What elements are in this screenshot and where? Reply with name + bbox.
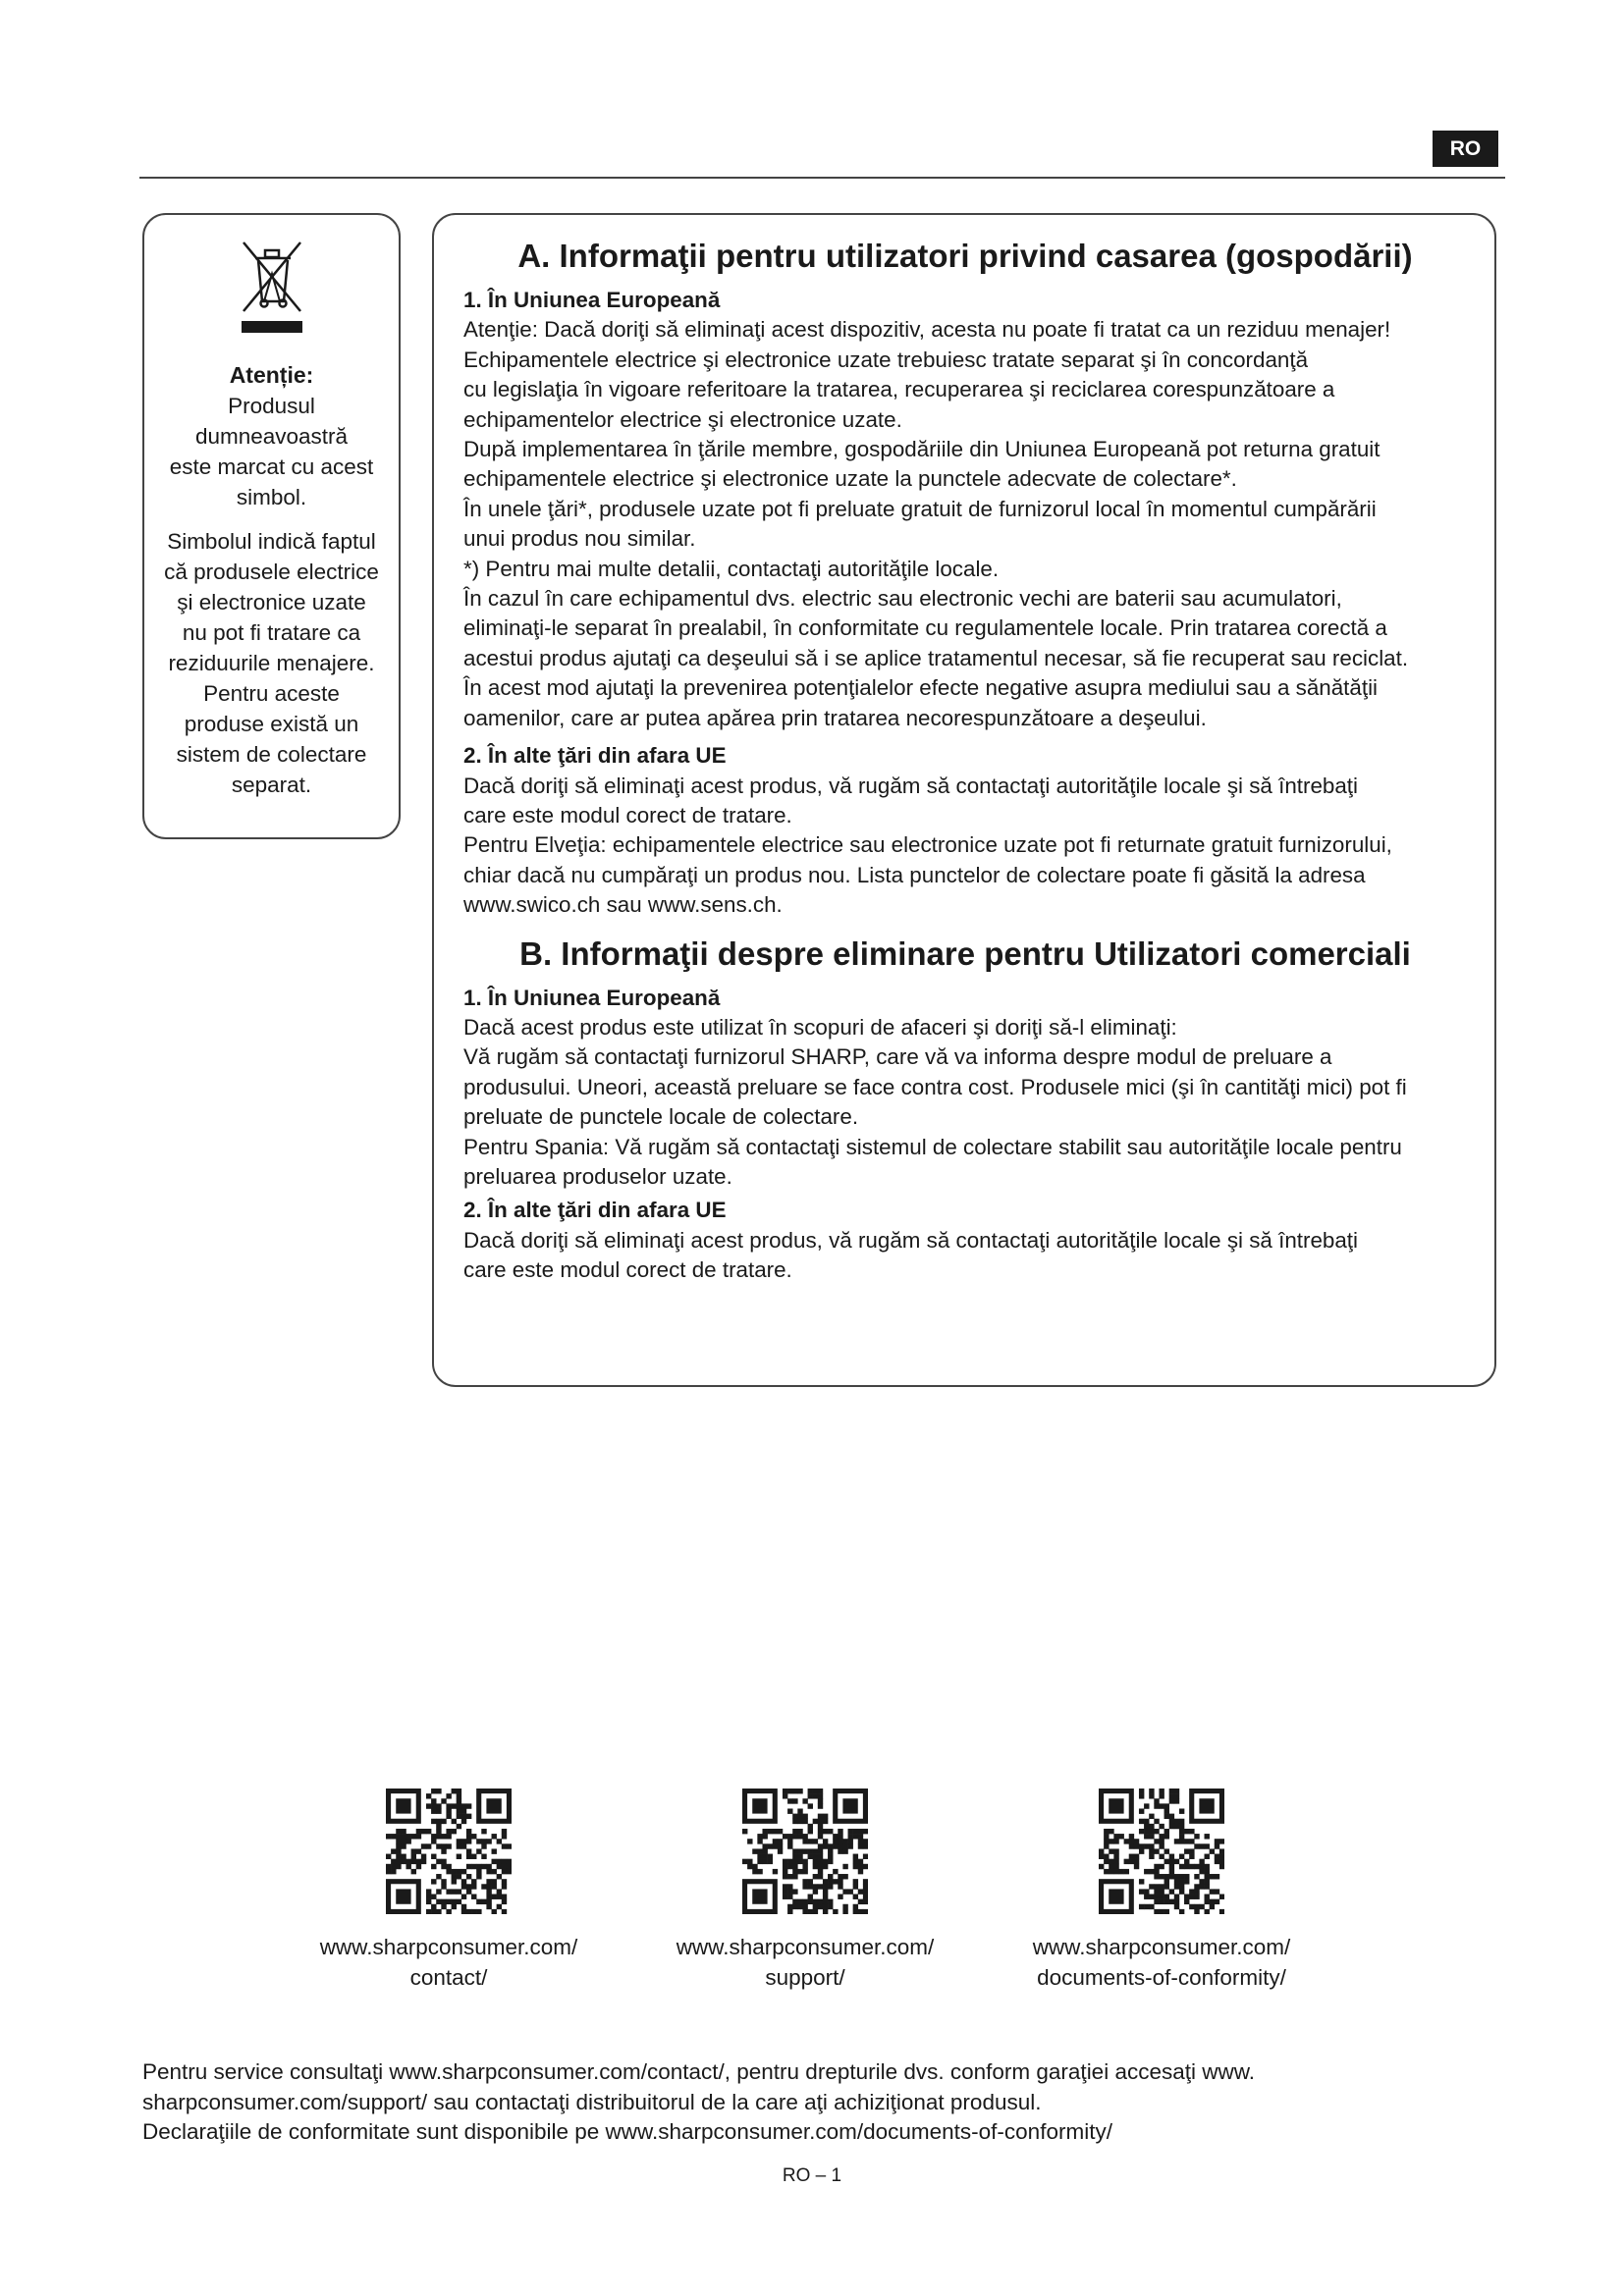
text-line: care este modul corect de tratare. [463, 1257, 792, 1283]
text-line: Pentru Spania: Vă rugăm să contactaţi sistemul de colectare stabilit sau autorităţile locale pentru [463, 1134, 1402, 1159]
section-a-non-eu-text [463, 772, 1467, 921]
qr-conformity-url-line-2[interactable]: documents-of-conformity/ [1037, 1965, 1286, 1990]
warning-paragraph-2 [156, 526, 387, 800]
qr-code-icon[interactable] [386, 1789, 512, 1914]
section-a-eu-text [463, 315, 1467, 733]
qr-code-icon[interactable] [742, 1789, 868, 1914]
text-line: eliminaţi-le separat în prealabil, în conformitate cu regulamentele locale. Prin tratarea corectă a [463, 615, 1387, 641]
qr-support-url-line-2[interactable]: support/ [765, 1965, 845, 1990]
text-line: separat. [231, 773, 312, 797]
text-line: echipamentelor electrice şi electronice uzate. [463, 406, 902, 432]
warning-sidebar [142, 213, 401, 839]
crossed-out-bin-icon [238, 237, 306, 335]
text-line: chiar dacă nu cumpăraţi un produs nou. Lista punctelor de colectare poate fi găsită la adresa [463, 862, 1366, 887]
text-line: că produsele electrice [164, 560, 379, 584]
section-b-eu-text [463, 1013, 1467, 1192]
text-line: Echipamentele electrice şi electronice uzate trebuiesc tratate separat şi în concordanţă [463, 347, 1309, 372]
qr-conformity-url-line-1[interactable]: www.sharpconsumer.com/ [1032, 1935, 1291, 1959]
text-line: şi electronice uzate [177, 590, 366, 614]
text-line: Pentru aceste [203, 681, 340, 706]
qr-code-row [0, 1789, 1624, 1995]
text-line: În cazul în care echipamentul dvs. electric sau electronic vechi are baterii sau acumulatori, [463, 586, 1342, 612]
text-line: În unele ţări*, produsele uzate pot fi preluate gratuit de furnizorul local în momentul cumpărării [463, 496, 1377, 521]
text-line: produsului. Uneori, această preluare se face contra cost. Produsele mici (şi în cantităţi mici) pot fi [463, 1074, 1407, 1099]
qr-code-icon[interactable] [1099, 1789, 1224, 1914]
text-line: reziduurile menajere. [168, 651, 375, 675]
text-line: nu pot fi tratare ca [182, 620, 361, 645]
qr-contact-url-line-1[interactable]: www.sharpconsumer.com/ [319, 1935, 578, 1959]
text-line: preluate de punctele locale de colectare. [463, 1104, 859, 1130]
section-b-title: B. Informaţii despre eliminare pentru Utilizatori comerciali [519, 934, 1411, 972]
qr-support[interactable] [653, 1789, 957, 1993]
text-line: Dacă doriţi să eliminaţi acest produs, vă rugăm să contactaţi autorităţile locale şi să întrebaţi [463, 1227, 1358, 1253]
text-line: Dacă acest produs este utilizat în scopuri de afaceri şi doriţi să-l eliminaţi: [463, 1014, 1177, 1040]
text-line: echipamentele electrice şi electronice uzate la punctele adecvate de colectare*. [463, 466, 1237, 492]
text-line: acestui produs ajutaţi ca deşeului să i se aplice tratamentul necesar, să fie recuperat sau reciclat. [463, 645, 1409, 670]
text-line: preluarea produselor uzate. [463, 1163, 732, 1189]
text-line: Dacă doriţi să eliminaţi acest produs, vă rugăm să contactaţi autorităţile locale şi să întrebaţi [463, 773, 1358, 798]
text-line: În acest mod ajutaţi la prevenirea potenţialelor efecte negative asupra mediului sau a sănătăţii [463, 675, 1379, 701]
section-b-subtitle-non-eu: 2. În alte ţări din afara UE [463, 1198, 727, 1223]
section-b-non-eu-text [463, 1226, 1467, 1286]
qr-conformity[interactable] [1009, 1789, 1314, 1993]
text-line: este marcat cu acest [169, 454, 374, 479]
text-line: Pentru service consultaţi www.sharpconsumer.com/contact/, pentru drepturile dvs. conform garaţiei accesaţi www. [142, 2059, 1255, 2084]
text-line: Produsul [228, 394, 315, 418]
page-number: RO – 1 [782, 2165, 842, 2186]
section-a-subtitle-eu: 1. În Uniunea Europeană [463, 288, 721, 312]
text-line: sharpconsumer.com/support/ sau contactaţi distribuitorul de la care aţi achiziţionat produsul. [142, 2089, 1042, 2114]
text-line: produse există un [184, 712, 359, 736]
text-line: Declaraţiile de conformitate sunt disponibile pe www.sharpconsumer.com/documents-of-conformity/ [142, 2119, 1112, 2144]
qr-contact[interactable] [297, 1789, 601, 1993]
footer-text [142, 2057, 1497, 2148]
header-rule [139, 177, 1505, 179]
text-line: oamenilor, care ar putea apărea prin tratarea necorespunzătoare a deşeului. [463, 705, 1207, 730]
warning-paragraph-1 [162, 391, 381, 512]
text-line: După implementarea în ţările membre, gospodăriile din Uniunea Europeană pot returna gratuit [463, 437, 1380, 462]
text-line: Vă rugăm să contactaţi furnizorul SHARP, care vă va informa despre modul de preluare a [463, 1044, 1332, 1070]
text-line: www.swico.ch sau www.sens.ch. [463, 892, 783, 918]
text-line: sistem de colectare [176, 742, 367, 767]
qr-contact-url-line-2[interactable]: contact/ [409, 1965, 488, 1990]
text-line: Atenţie: Dacă doriţi să eliminaţi acest dispozitiv, acesta nu poate fi tratat ca un reziduu menajer! [463, 317, 1391, 343]
warning-title: Atenție: [229, 362, 314, 388]
text-line: Simbolul indică faptul [167, 529, 376, 554]
text-line: cu legislaţia în vigoare referitoare la tratarea, recuperarea şi reciclarea corespunzătoare a [463, 377, 1335, 402]
qr-support-url-line-1[interactable]: www.sharpconsumer.com/ [676, 1935, 935, 1959]
text-line: unui produs nou similar. [463, 526, 696, 552]
text-line: dumneavoastră [194, 424, 349, 449]
disposal-info-box [432, 213, 1496, 1387]
section-a-title: A. Informaţii pentru utilizatori privind casarea (gospodării) [517, 238, 1413, 274]
section-a-subtitle-non-eu: 2. În alte ţări din afara UE [463, 743, 727, 769]
text-line: Pentru Elveţia: echipamentele electrice sau electronice uzate pot fi returnate gratuit furnizorului, [463, 832, 1392, 858]
language-badge: RO [1433, 131, 1498, 167]
text-line: simbol. [236, 485, 307, 509]
text-line: care este modul corect de tratare. [463, 802, 792, 828]
section-b-subtitle-eu: 1. În Uniunea Europeană [463, 985, 721, 1010]
text-line: *) Pentru mai multe detalii, contactaţi autorităţile locale. [463, 556, 1000, 581]
